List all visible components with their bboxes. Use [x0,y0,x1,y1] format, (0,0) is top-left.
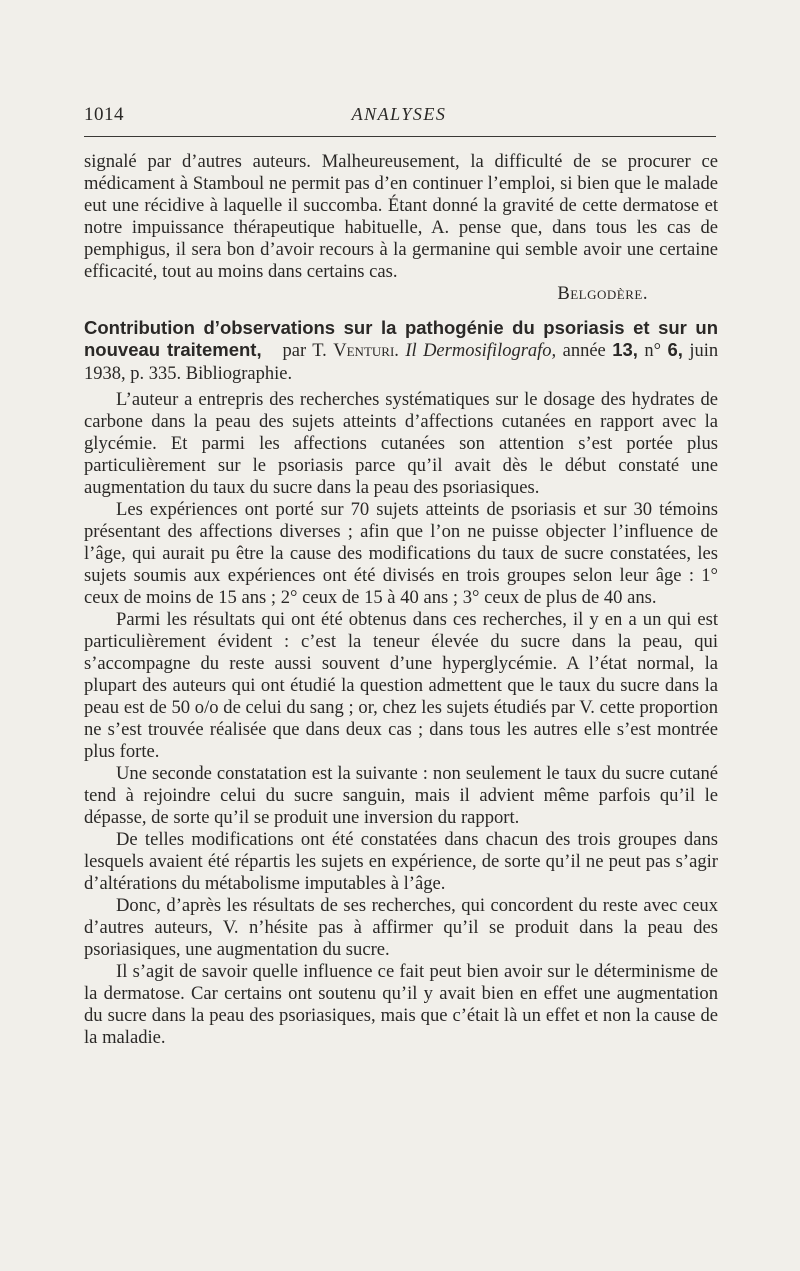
citation-numero: 6, [667,339,683,360]
citation-volume: 13, [612,339,638,360]
citation-journal: Il Dermosifilografo, [405,341,557,361]
paragraph: Une seconde constatation est la suivante : non seulement le taux du sucre cutané tend à rejoindre celui du sucre sanguin, mais il advient même parfois qu’il le dépasse, de sorte qu’il se produit une inversion du rapport. [84,763,718,828]
page-header [84,104,714,134]
header-rule [84,136,716,137]
signature-line [84,283,718,305]
page-number: 1014 [84,104,124,125]
paragraph: Les expériences ont porté sur 70 sujets atteints de psoriasis et sur 30 témoins présentant des affections diverses ; afin que l’on ne puisse objecter l’influence de l’âge, qui aurait pu être la cause des modifications du taux de sucre constatées, les sujets soumis aux expériences ont été divisés en trois groupes selon leur âge : 1° ceux de moins de 15 ans ; 2° ceux de 15 à 40 ans ; 3° ceux de plus de 40 ans. [84,499,718,608]
running-head: ANALYSES [351,104,447,124]
paragraph: Il s’agit de savoir quelle influence ce fait peut bien avoir sur le déterminisme de la dermatose. Car certains ont soutenu qu’il y avait bien en effet une augmentation du sucre dans la peau des psoriasiques, mais que c’était là un effet et non la cause de la maladie. [84,961,718,1048]
paragraph-continuation: signalé par d’autres auteurs. Malheureusement, la difficulté de se procurer ce médicament à Stamboul ne permit pas d’en continuer l’emploi, si bien que le malade eut une récidive à laquelle il succomba. Étant donné la gravité de cette dermatose et notre impuissance thérapeutique habituelle, A. pense que, dans tous les cas de pemphigus, il sera bon d’avoir recours à la germanine qui semble avoir une certaine efficacité, tout au moins dans certains cas. [84,151,718,282]
article-title: Contribution d’observations sur la pathogénie du psoriasis et sur un nouveau traitement, [84,317,718,360]
body-text [84,151,718,1049]
paragraph: Parmi les résultats qui ont été obtenus dans ces recherches, il y en a un qui est particulièrement évident : c’est la teneur élevée du sucre dans la peau, qui s’accompagne du reste aussi souvent d’une hyperglycémie. A l’état normal, la plupart des auteurs qui ont étudié la question admettent que le taux du sucre dans la peau est de 50 o/o de celui du sang ; or, chez les sujets étudiés par V. cette proportion ne s’est trouvée réalisée que dans deux cas ; dans tous les autres elle s’est montrée plus forte. [84,609,718,762]
citation-annee: année [562,341,606,361]
citation-date-pages: juin 1938, p. 335. Bibliographie. [84,341,719,384]
reviewer-signature: Belgodère. [557,283,648,304]
article-heading [84,317,718,385]
citation-author: Venturi. [333,341,399,361]
paragraph: Donc, d’après les résultats de ses recherches, qui concordent du reste avec ceux d’autres auteurs, V. n’hésite pas à affirmer qu’il se produit dans la peau des psoriasiques, une augmentation du sucre. [84,895,718,960]
citation-numero-label: n° [644,341,662,361]
paragraph: De telles modifications ont été constatées dans chacun des trois groupes dans lesquels avaient été répartis les sujets en expérience, de sorte qu’il ne peut pas s’agir d’altérations du métabolisme imputables à l’âge. [84,829,718,894]
citation-par: par T. [282,341,327,361]
paragraph: L’auteur a entrepris des recherches systématiques sur le dosage des hydrates de carbone dans la peau des sujets atteints d’affections cutanées en rapport avec la glycémie. Et parmi les affections cutanées son attention s’est portée plus particulièrement sur le psoriasis parce qu’il avait dès le début constaté une augmentation du taux du sucre dans la peau des psoriasiques. [84,389,718,498]
